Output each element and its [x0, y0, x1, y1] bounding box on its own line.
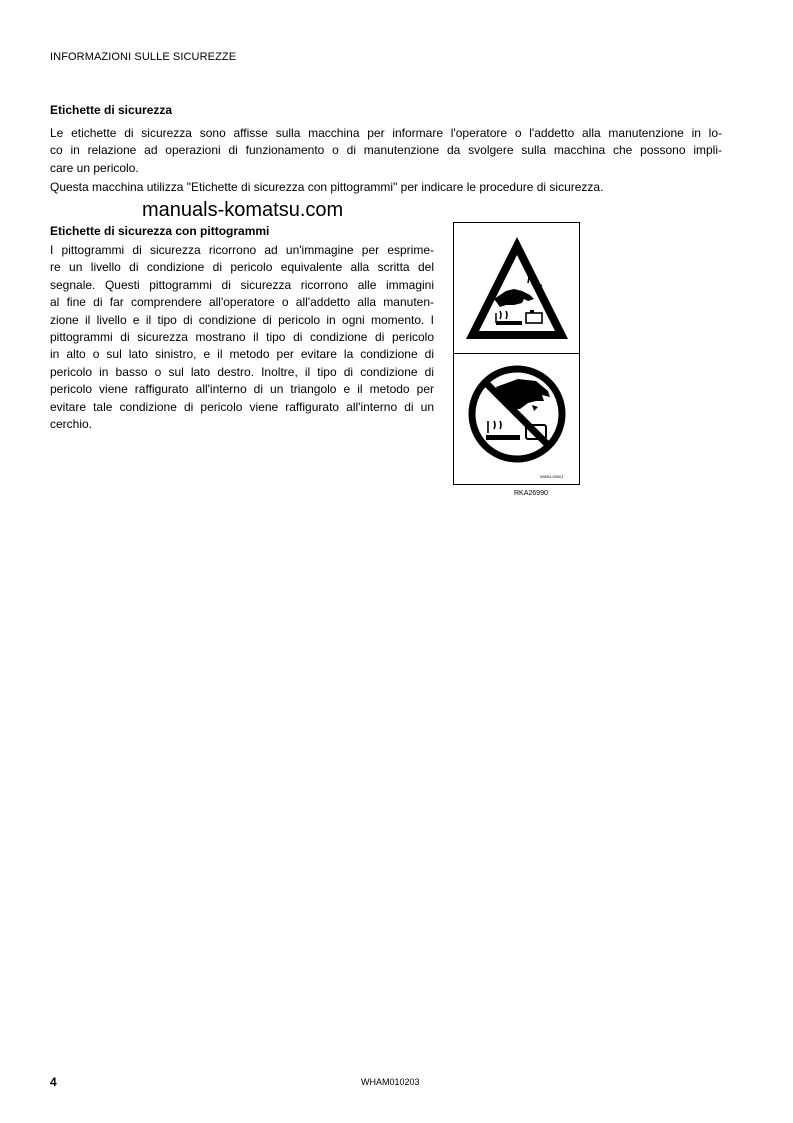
- figure-divider: [454, 353, 579, 354]
- hazard-triangle-icon: [462, 233, 572, 345]
- paragraph-line: pittogrammi di sicurezza mostrano il tipo di condizione di pericolo: [50, 330, 434, 345]
- subsection-paragraph: [50, 242, 434, 433]
- paragraph-line: segnale. Questi pittogrammi di sicurezza ricorrono alle immagini: [50, 277, 434, 292]
- paragraph-line: al fine di far comprendere all'operatore o all'addetto alla manuten-: [50, 295, 434, 310]
- paragraph-line: evitare tale condizione di pericolo viene raffigurato all'interno di un: [50, 399, 434, 414]
- paragraph-line: pericolo viene raffigurato all'interno di un triangolo e il metodo per: [50, 382, 434, 397]
- paragraph-line: cerchio.: [50, 417, 93, 432]
- paragraph-line: pericolo in basso o sul lato destro. Inoltre, il tipo di condizione di: [50, 364, 434, 379]
- figure-code: RKA26990: [514, 490, 548, 497]
- paragraph-line: co in relazione ad operazioni di funzionamento o di manutenzione da svolgere sulla macchina che possono impli-: [50, 143, 722, 158]
- prohibition-circle-icon: [466, 363, 568, 465]
- paragraph-line: Le etichette di sicurezza sono affisse sulla macchina per informare l'operatore o l'addetto alla manutenzione in lo-: [50, 126, 722, 140]
- section-heading: Etichette di sicurezza: [50, 103, 173, 117]
- page-number: 4: [50, 1075, 57, 1089]
- figure-small-code: 09654-00001: [540, 474, 564, 479]
- subsection-heading: Etichette di sicurezza con pittogrammi: [50, 224, 270, 238]
- document-code: WHAM010203: [361, 1077, 420, 1087]
- watermark: manuals-komatsu.com: [142, 199, 344, 221]
- section-paragraph-1: [50, 125, 722, 177]
- paragraph-line: care un pericolo.: [50, 160, 139, 175]
- safety-pictogram-label: [453, 222, 580, 485]
- section-paragraph-2: Questa macchina utilizza "Etichette di sicurezza con pittogrammi" per indicare le procedure di sicurezza.: [50, 180, 604, 194]
- page-header: INFORMAZIONI SULLE SICUREZZE: [50, 51, 237, 63]
- paragraph-line: re un livello di condizione di pericolo equivalente alla scritta del: [50, 260, 434, 275]
- paragraph-line: zione il livello e il tipo di condizione di pericolo in ogni momento. I: [50, 312, 434, 327]
- paragraph-line: in alto o sul lato sinistro, e il metodo per evitare la condizione di: [50, 347, 434, 362]
- paragraph-line: I pittogrammi di sicurezza ricorrono ad un'immagine per esprime-: [50, 243, 434, 257]
